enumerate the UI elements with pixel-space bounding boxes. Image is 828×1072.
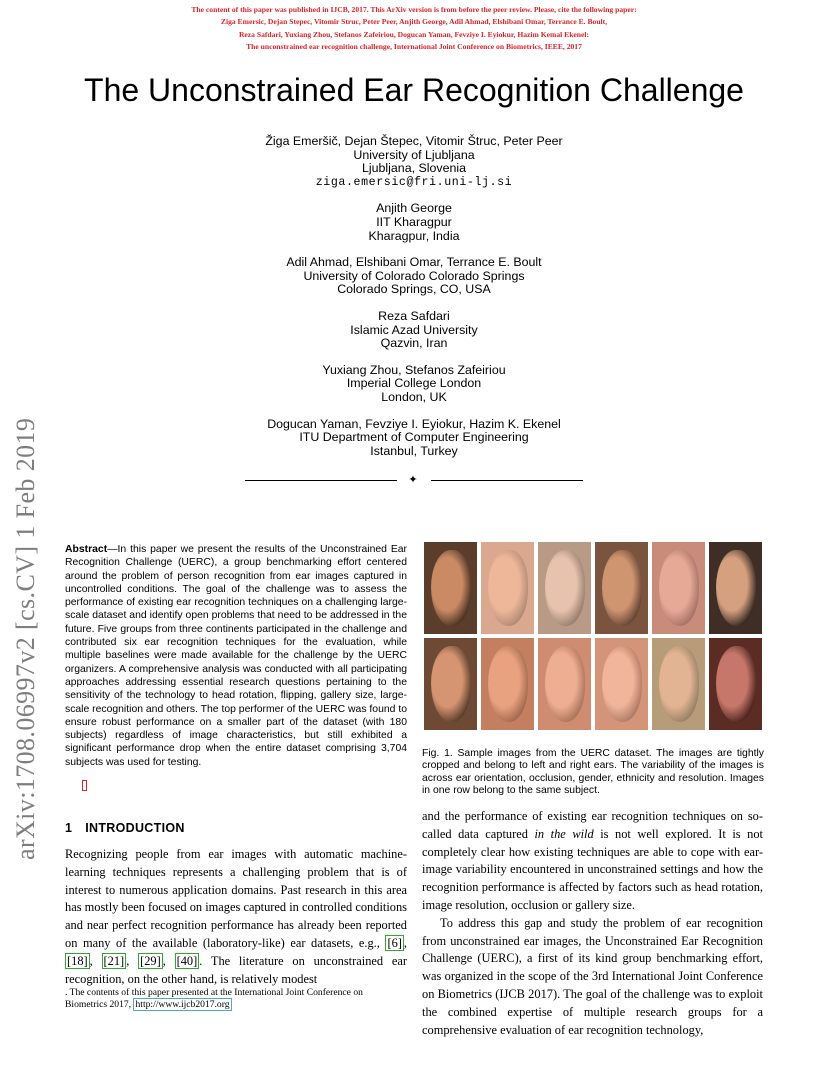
intro-text: is not well explored. It is not completely clear how existing techniques are able to cope with ear-image variability encountered in unconstrained settings and how the recognition performance is affected by factors such as head rotation, image resolution, occlusion or gallery size. [422, 826, 763, 912]
ear-image-tile [595, 638, 648, 730]
author-email: ziga.emersic@fri.uni-lj.si [315, 175, 513, 189]
ear-image-tile [652, 638, 705, 730]
ear-image-tile [538, 638, 591, 730]
affiliation-ljubljana [200, 135, 628, 189]
notice-line-2: Ziga Emersic, Dejan Stepec, Vitomir Struc, Peter Peer, Anjith George, Adil Ahmad, Elshibani Omar, Terrance E. Boult, [220, 17, 608, 27]
author-names: Adil Ahmad, Elshibani Omar, Terrance E. Boult [286, 255, 542, 270]
intro-text: and the performance of existing ear recognition techniques on so-called data captured [422, 809, 763, 841]
ear-shape [431, 550, 471, 626]
ear-image-tile [595, 542, 648, 634]
ear-image-tile [481, 638, 534, 730]
ear-shape [488, 550, 528, 626]
citation-29[interactable]: [29] [140, 953, 161, 968]
location: Qazvin, Iran [380, 336, 448, 351]
institution: University of Ljubljana [353, 147, 475, 162]
divider-line-right [431, 480, 583, 481]
citation-21[interactable]: [21] [103, 953, 125, 968]
ear-shape [602, 646, 642, 722]
intro-paragraph-2 [422, 808, 763, 915]
institution: Islamic Azad University [350, 322, 478, 337]
ear-image-tile [481, 542, 534, 634]
ear-image-tile [652, 542, 705, 634]
affiliation-istanbul [200, 418, 628, 459]
location: Colorado Springs, CO, USA [337, 282, 491, 297]
section-title: INTRODUCTION [85, 821, 185, 835]
section-divider [245, 474, 583, 486]
ear-shape [659, 646, 699, 722]
footnote-link[interactable]: http://www.ijcb2017.org [135, 999, 230, 1011]
citation-18[interactable]: [18] [67, 953, 88, 968]
section-number: 1 [65, 821, 73, 835]
abstract-text: —In this paper we present the results of the Unconstrained Ear Recognition Challenge (UERC), a group benchmarking effort centered around the problem of person recognition from ear images captured in uncontrolled conditions. The goal of the challenge was to assess the performance of existing ear recognition techniques on a challenging large-scale dataset and identify open problems that need to be addressed in the future. Five groups from three continents participated in the challenge and contributed six ear recognition techniques for the evaluation, while multiple baselines were made available for the challenge by the UERC organizers. A comprehensive analysis was conducted with all participating approaches addressing essential research questions pertaining to the sensitivity of the technology to head rotation, flipping, gallery size, large-scale recognition and others. The top performer of the UERC was found to ensure robust performance on a smaller part of the dataset (with 180 subjects) regardless of image characteristics, but still exhibited a significant performance drop when the entire dataset comprising 3,704 subjects was used for testing. [65, 544, 407, 768]
institution: Imperial College London [346, 376, 482, 391]
ear-image-tile [538, 542, 591, 634]
author-names: Dogucan Yaman, Fevziye I. Eyiokur, Hazim K. Ekenel [267, 416, 561, 431]
footnote-text: . The contents of this paper presented at the International Joint Conference on Biometrics 2017, [65, 987, 363, 1011]
intro-paragraph-3: To address this gap and study the problem of ear recognition from unconstrained ear images, the Unconstrained Ear Recognition Challenge (UERC), a first of its kind group benchmarking effort, was organized in the scope of the 3rd International Joint Conference on Biometrics (IJCB 2017). The goal of the challenge was to exploit the combined expertise of multiple research groups for a comprehensive evaluation of ear recognition technology, [422, 915, 763, 1037]
ear-image-tile [709, 542, 762, 634]
intro-text-tail: . The literature on unconstrained ear recognition, on the other hand, is relatively modest [65, 953, 407, 986]
ear-shape [545, 646, 585, 722]
ear-shape [716, 550, 756, 626]
institution: ITU Department of Computer Engineering [299, 430, 529, 445]
institution: IIT Kharagpur [376, 214, 452, 229]
footnote [65, 987, 407, 1012]
citation-40[interactable]: [40] [176, 953, 198, 968]
notice-line-1: The content of this paper was published in IJCB, 2017. This ArXiv version is from before the peer review. Please, cite the following paper: [191, 5, 637, 14]
affiliation-london [200, 364, 628, 405]
ear-shape [602, 550, 642, 626]
citation-6[interactable]: [6] [387, 935, 402, 950]
ear-image-tile [424, 542, 477, 634]
citation-notice [0, 4, 828, 53]
location: London, UK [381, 389, 447, 404]
location: Istanbul, Turkey [370, 443, 458, 458]
ear-shape [488, 646, 528, 722]
intro-left-column [65, 846, 407, 988]
affiliation-kharagpur [200, 202, 628, 243]
divider-line-left [245, 480, 397, 481]
figure-caption: Fig. 1. Sample images from the UERC dataset. The images are tightly cropped and belong to left and right ears. The variability of the images is across ear orientation, occlusion, gender, ethnicity and resolution. Images in one row belong to the same subject. [422, 748, 764, 797]
author-block [200, 135, 628, 471]
paper-title: The Unconstrained Ear Recognition Challenge [84, 72, 744, 108]
location: Ljubljana, Slovenia [361, 161, 467, 176]
divider-diamond-icon: ✦ [408, 473, 418, 486]
affiliation-colorado [200, 256, 628, 297]
author-names: Reza Safdari [378, 308, 450, 323]
arxiv-identifier: arXiv:1708.06997v2 [cs.CV] 1 Feb 2019 [11, 417, 40, 860]
intro-text: Recognizing people from ear images with automatic machine-learning techniques represents a challenging problem that is of interest to numerous application domains. Past research in this area has mostly been focused on images captured in controlled conditions and near perfect recognition performance has already been reported on many of the available (laboratory-like) ear datasets, e.g., [65, 847, 407, 950]
ear-shape [431, 646, 471, 722]
affiliation-qazvin [200, 310, 628, 351]
author-names: Žiga Emeršič, Dejan Štepec, Vitomir Štruc, Peter Peer [265, 134, 563, 148]
institution: University of Colorado Colorado Springs [303, 268, 525, 283]
ear-shape [659, 550, 699, 626]
author-names: Yuxiang Zhou, Stefanos Zafeiriou [322, 362, 506, 377]
ear-shape [716, 646, 756, 722]
location: Kharagpur, India [368, 228, 460, 243]
annotation-marker [82, 780, 87, 791]
ear-image-tile [424, 638, 477, 730]
ear-shape [545, 550, 585, 626]
notice-line-3: Reza Safdari, Yuxiang Zhou, Stefanos Zafeiriou, Dogucan Yaman, Fevziye I. Eyiokur, Hazim Kemal Ekenel: [238, 29, 590, 39]
abstract-label: Abstract [65, 544, 108, 555]
intro-paragraph-1: Recognizing people from ear images with automatic machine-learning techniques represents a challenging problem that is of interest to numerous application domains. Past research in this area has mostly been focused on images captured in controlled conditions and near perfect recognition performance has already been reported on many of the available (laboratory-like) ear datasets, e.g., [6] , [18] , [21] , [29] , [40] . The literature on unconstrained ear recognition, on the other hand, is relatively modest [65, 847, 407, 986]
section-heading [65, 820, 185, 836]
figure-ear-samples [424, 542, 766, 734]
author-names: Anjith George [376, 201, 452, 216]
intro-emphasis: in the wild [534, 826, 594, 841]
abstract [65, 543, 407, 769]
ear-image-tile [709, 638, 762, 730]
notice-line-4: The unconstrained ear recognition challenge, International Joint Conference on Biometrics, IEEE, 2017 [246, 41, 582, 51]
intro-right-column [422, 808, 763, 1039]
